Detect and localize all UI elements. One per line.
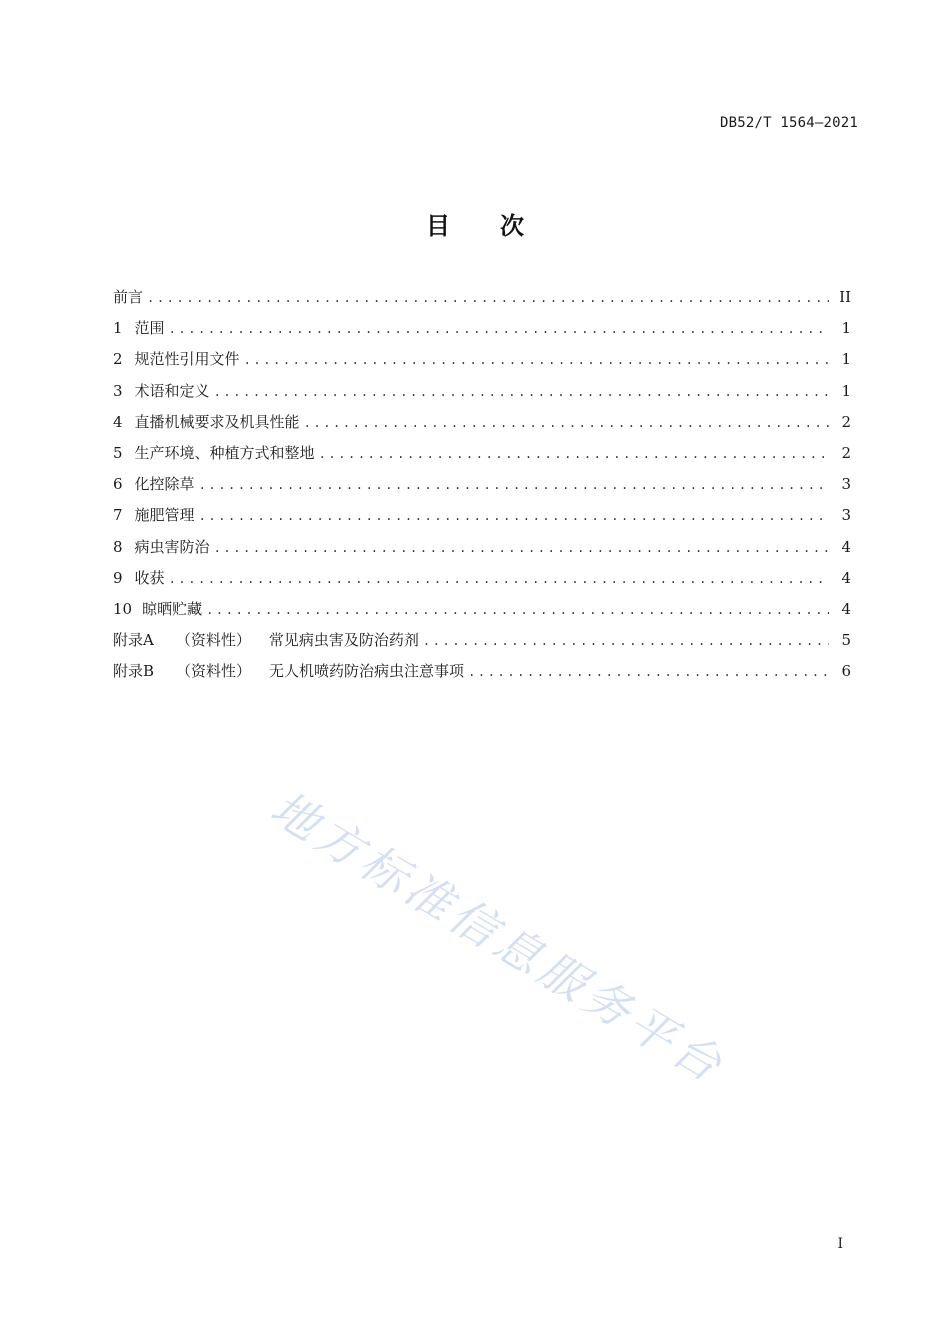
toc-section-number: 1: [113, 319, 123, 338]
toc-entry-8[interactable]: [113, 535, 851, 566]
toc-leader-dots: [147, 286, 829, 310]
toc-entry-6[interactable]: [113, 472, 851, 503]
toc-page-number: 4: [841, 537, 851, 556]
toc-entry-title: 病虫害防治: [134, 537, 210, 556]
toc-section-number: 8: [113, 537, 123, 556]
toc-entry-title: 常见病虫害及防治药剂: [268, 631, 419, 650]
toc-entry-9[interactable]: [113, 566, 851, 597]
toc-page-number: 1: [841, 319, 851, 338]
toc-leader-dots: [199, 504, 829, 528]
table-of-contents: [113, 285, 851, 690]
toc-entry-title: 规范性引用文件: [134, 350, 240, 369]
toc-entry-5[interactable]: [113, 441, 851, 472]
toc-leader-dots: [169, 567, 829, 591]
toc-page-number: II: [839, 288, 851, 306]
toc-appendix-type: （资料性）: [176, 662, 252, 681]
toc-leader-dots: [304, 411, 829, 435]
toc-page-number: 1: [841, 350, 851, 369]
toc-entry-2[interactable]: [113, 347, 851, 378]
toc-leader-dots: [199, 473, 829, 497]
toc-entry-3[interactable]: [113, 379, 851, 410]
page-title-char-2: 次: [500, 212, 524, 240]
toc-appendix-type: （资料性）: [175, 631, 251, 650]
toc-entry-10[interactable]: [113, 597, 851, 628]
toc-section-number: 7: [113, 506, 123, 525]
toc-page-number: 1: [841, 381, 851, 400]
toc-leader-dots: [206, 598, 829, 622]
toc-entry-title: 前言: [113, 288, 144, 306]
toc-entry-title: 生产环境、种植方式和整地: [134, 443, 315, 462]
toc-appendix-a[interactable]: [113, 628, 851, 659]
toc-page-number: 3: [841, 506, 851, 525]
toc-entry-title: 收获: [134, 568, 165, 587]
toc-entry-title: 化控除草: [134, 475, 195, 494]
standard-code: DB52/T 1564—2021: [719, 115, 858, 131]
toc-entry-1[interactable]: [113, 316, 851, 347]
toc-leader-dots: [244, 348, 829, 372]
toc-entry-title: 术语和定义: [134, 381, 210, 400]
watermark: 地方标准信息服务平台: [261, 780, 736, 1095]
toc-page-number: 4: [841, 599, 851, 618]
page-title: [0, 206, 950, 241]
toc-leader-dots: [169, 317, 829, 341]
toc-section-number: 6: [113, 475, 123, 494]
toc-entry-title: 范围: [134, 319, 165, 338]
toc-section-number: 4: [113, 412, 123, 431]
toc-page-number: 5: [841, 631, 851, 650]
toc-entry-title: 施肥管理: [134, 506, 195, 525]
toc-section-number: 2: [113, 350, 123, 369]
toc-leader-dots: [319, 442, 829, 466]
page-number: I: [837, 1236, 843, 1252]
toc-leader-dots: [468, 660, 829, 684]
toc-section-number: 3: [113, 381, 123, 400]
toc-entry-title: 晾晒贮藏: [142, 599, 203, 618]
toc-entry-4[interactable]: [113, 410, 851, 441]
toc-page-number: 6: [841, 662, 851, 681]
toc-page-number: 2: [841, 443, 851, 462]
toc-entry-title: 直播机械要求及机具性能: [134, 412, 300, 431]
toc-leader-dots: [214, 380, 829, 404]
toc-page-number: 3: [841, 475, 851, 494]
toc-section-number: 5: [113, 443, 123, 462]
toc-entry-title: 无人机喷药防治病虫注意事项: [269, 662, 465, 681]
toc-appendix-label: 附录A: [113, 631, 154, 650]
toc-page-number: 2: [841, 412, 851, 431]
page-title-char-1: 目: [426, 212, 450, 240]
toc-leader-dots: [214, 536, 829, 560]
toc-appendix-label: 附录B: [113, 662, 155, 681]
toc-leader-dots: [423, 629, 829, 653]
toc-appendix-b[interactable]: [113, 659, 851, 690]
toc-page-number: 4: [841, 568, 851, 587]
toc-entry-foreword[interactable]: [113, 285, 851, 316]
toc-section-number: 9: [113, 568, 123, 587]
toc-entry-7[interactable]: [113, 503, 851, 534]
toc-section-number: 10: [113, 599, 133, 618]
